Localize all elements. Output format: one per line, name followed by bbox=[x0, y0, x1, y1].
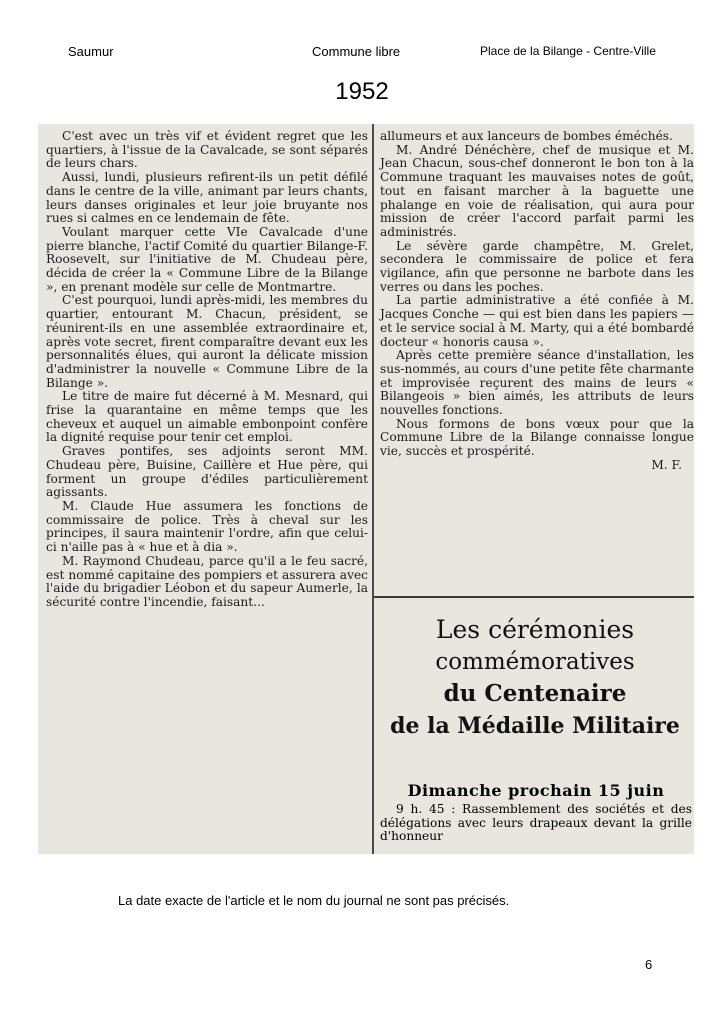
article-paragraph: Nous formons de bons vœux pour que la Commune Libre de la Bilange connaisse longue vie, succès et prospérité. bbox=[380, 416, 694, 459]
headline-line: Les cérémonies bbox=[435, 615, 635, 644]
article-paragraph: 9 h. 45 : Rassemblement des sociétés et des délégations avec leurs drapeaux devant la grille d'honneur bbox=[380, 802, 692, 844]
article-paragraph: C'est avec un très vif et évident regret que les quartiers, à l'issue de la Cavalcade, se sont séparés de leurs chars. bbox=[46, 129, 368, 171]
article-paragraph: La partie administrative a été confiée à M. Jacques Conche — qui est bien dans les papiers — et le service social à M. Marty, qui a été bombardé docteur « honoris causa ». bbox=[380, 293, 694, 349]
article-paragraph: Voulant marquer cette VIe Cavalcade d'une pierre blanche, l'actif Comité du quartier Bilange-F. Roosevelt, sur l'initiative de M. Chudeau père, décida de créer la « Commune Libre de la Bilange », en prenant modèle sur celle de Montmartre. bbox=[46, 224, 368, 294]
article-separator bbox=[374, 596, 694, 598]
header-location: Saumur bbox=[68, 44, 114, 59]
second-article-headline bbox=[376, 614, 694, 742]
page-number: 6 bbox=[645, 957, 653, 972]
article-paragraph: allumeurs et aux lanceurs de bombes éméchés. bbox=[380, 129, 673, 143]
article-paragraph: M. André Dénéchère, chef de musique et M. Jean Chacun, sous-chef donneront le bon ton à la Commune traquant les mauvaises notes de goût, tout en faisant marcher à la baguette une phalange en voie de réalisation, qui aura pour mission de créer l'accord parfait parmi les administrés. bbox=[380, 142, 694, 239]
article-signature: M. F. bbox=[651, 457, 682, 472]
headline-line: de la Médaille Militaire bbox=[390, 713, 680, 739]
article-paragraph: Le sévère garde champêtre, M. Grelet, secondera le commissaire de police et fera vigilance, afin que personne ne barbote dans les verres ou dans les poches. bbox=[380, 238, 694, 294]
article-paragraph: Le titre de maire fut décerné à M. Mesnard, qui frise la quarantaine en même temps que les cheveux et auquel un aimable embonpoint confère la dignité requise pour tenir cet emploi. bbox=[46, 389, 368, 445]
article-right-column bbox=[380, 130, 694, 473]
headline-line: commémoratives bbox=[435, 649, 635, 675]
article-paragraph: Après cette première séance d'installation, les sus-nommés, au cours d'une petite fête charmante et improvisée reçurent des mains de leurs « Bilangeois » bien aimés, les attributs de leurs nouvelles fonctions. bbox=[380, 348, 694, 418]
caption: La date exacte de l'article et le nom du journal ne sont pas précisés. bbox=[118, 893, 510, 908]
article-paragraph: Graves pontifes, ses adjoints seront MM. Chudeau père, Buisine, Caillère et Hue père, qui forment un groupe d'édiles particulièrement agissants. bbox=[46, 444, 368, 500]
article-paragraph: M. Claude Hue assumera les fonctions de commissaire de police. Très à cheval sur les principes, il saura maintenir l'ordre, afin que celui-ci n'aille pas à « hue et à dia ». bbox=[46, 498, 368, 555]
article-paragraph: M. Raymond Chudeau, parce qu'il a le feu sacré, est nommé capitaine des pompiers et assurera avec l'aide du brigadier Léobon et du sapeur Aumerle, la sécurité contre l'incendie, faisant... bbox=[46, 553, 368, 609]
article-left-column bbox=[46, 130, 368, 610]
header-place: Place de la Bilange - Centre-Ville bbox=[480, 44, 656, 58]
article-paragraph: Aussi, lundi, plusieurs refirent-ils un petit défilé dans le centre de la ville, animant par leurs chants, leurs danses originales et leur joie bruyante nos rues si calmes en ce lendemain de fête. bbox=[46, 170, 368, 226]
second-article-text bbox=[380, 803, 692, 844]
column-divider bbox=[372, 124, 374, 854]
header-title: Commune libre bbox=[312, 44, 401, 59]
article-paragraph: C'est pourquoi, lundi après-midi, les membres du quartier, entourant M. Chacun, président, se réunirent-ils en une assemblée extraordinaire et, après vote secret, firent comparaître devant eux les personnalités élues, qui auront la délicate mission d'administrer la nouvelle « Commune Libre de la Bilange ». bbox=[46, 293, 368, 390]
newspaper-clipping bbox=[38, 124, 694, 854]
headline-line: du Centenaire bbox=[443, 680, 627, 707]
second-article-subheading: Dimanche prochain 15 juin bbox=[407, 781, 665, 800]
year-heading: 1952 bbox=[335, 78, 389, 105]
